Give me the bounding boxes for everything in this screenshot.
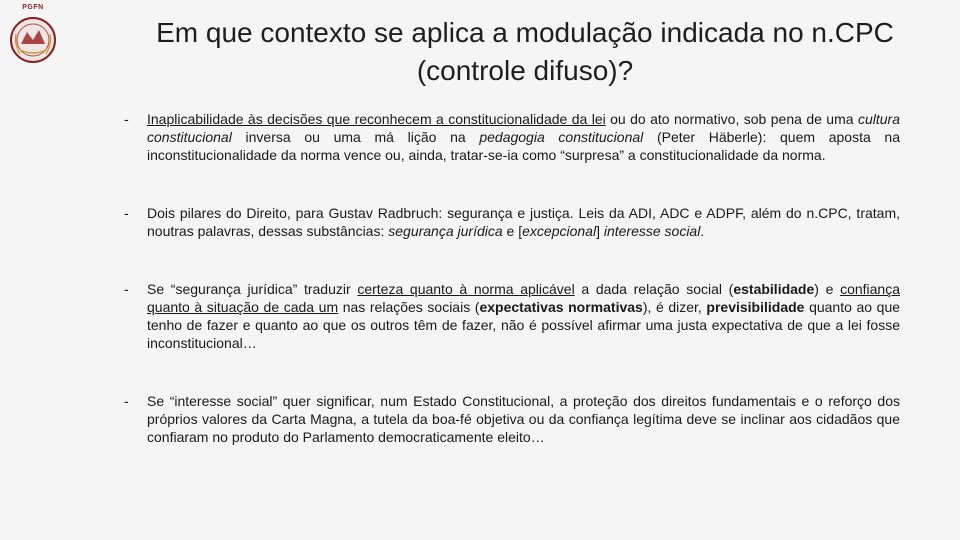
bullet-item (124, 392, 900, 446)
bullet-text: ), é dizer, (642, 299, 707, 315)
bullet-text: nas relações sociais ( (338, 299, 480, 315)
bullet-text: ] (596, 223, 604, 239)
bullet-marker: - (124, 393, 129, 409)
bullet-text-italic: interesse social (603, 223, 701, 239)
logo-text: PGFN (22, 4, 44, 11)
bullet-text: ou do ato normativo, sob pena de uma (605, 111, 858, 127)
bullet-list (124, 110, 900, 446)
bullet-text-italic: excepcional (522, 223, 597, 239)
bullet-text: . (700, 223, 705, 239)
bullet-text-bold: expectativas normativas (479, 299, 643, 315)
bullet-text-italic: segurança jurídica (388, 223, 503, 239)
bullet-text: inversa ou uma má lição na (231, 129, 480, 145)
bullet-marker: - (124, 111, 129, 127)
bullet-text-italic: cultura constitucional (147, 111, 900, 145)
bullet-item (124, 110, 900, 164)
bullet-text: a dada relação social ( (574, 281, 734, 297)
bullet-text-bold: estabilidade (733, 281, 815, 297)
bullet-text-underlined: certeza quanto à norma aplicável (357, 281, 575, 297)
bullet-text-underlined: Inaplicabilidade às decisões que reconhecem a constitucionalidade da lei (147, 111, 606, 127)
pgfn-seal-icon (6, 4, 60, 66)
bullet-text: ) e (814, 281, 841, 297)
pgfn-logo (6, 4, 60, 66)
bullet-text: quanto ao que tenho de fazer e quanto ao que os outros têm de fazer, não é possível afirmar uma justa expectativa de que a lei fosse inconstitucional… (147, 299, 901, 351)
bullet-text: (Peter Häberle): quem aposta na inconstitucionalidade da norma vence ou, ainda, tratar-se-ia como “surpresa” a constitucionalidade da norma. (147, 129, 900, 163)
bullet-text-underlined: confiança quanto à situação de cada um (147, 281, 900, 315)
bullet-text-italic: pedagogia constitucional (479, 129, 644, 145)
bullet-item (124, 280, 900, 352)
bullet-text: Se “segurança jurídica” traduzir (147, 281, 358, 297)
bullet-marker: - (124, 281, 129, 297)
bullet-item (124, 204, 900, 240)
bullet-text: Se “interesse social” quer significar, num Estado Constitucional, a proteção dos direitos fundamentais e o reforço dos próprios valores da Carta Magna, a tutela da boa-fé objetiva ou da confiança legítima deve se inclinar aos cidadãos que confiaram no produto do Parlamento democraticamente eleito… (147, 393, 900, 445)
slide-title: Em que contexto se aplica a modulação indicada no n.CPC (controle difuso)? (156, 17, 894, 86)
bullet-marker: - (124, 205, 129, 221)
bullet-text-bold: previsibilidade (706, 299, 805, 315)
bullet-text: Dois pilares do Direito, para Gustav Radbruch: segurança e justiça. Leis da ADI, ADC e ADPF, além do n.CPC, tratam, noutras palavras, dessas substâncias: (147, 205, 900, 239)
bullet-text: e [ (502, 223, 523, 239)
